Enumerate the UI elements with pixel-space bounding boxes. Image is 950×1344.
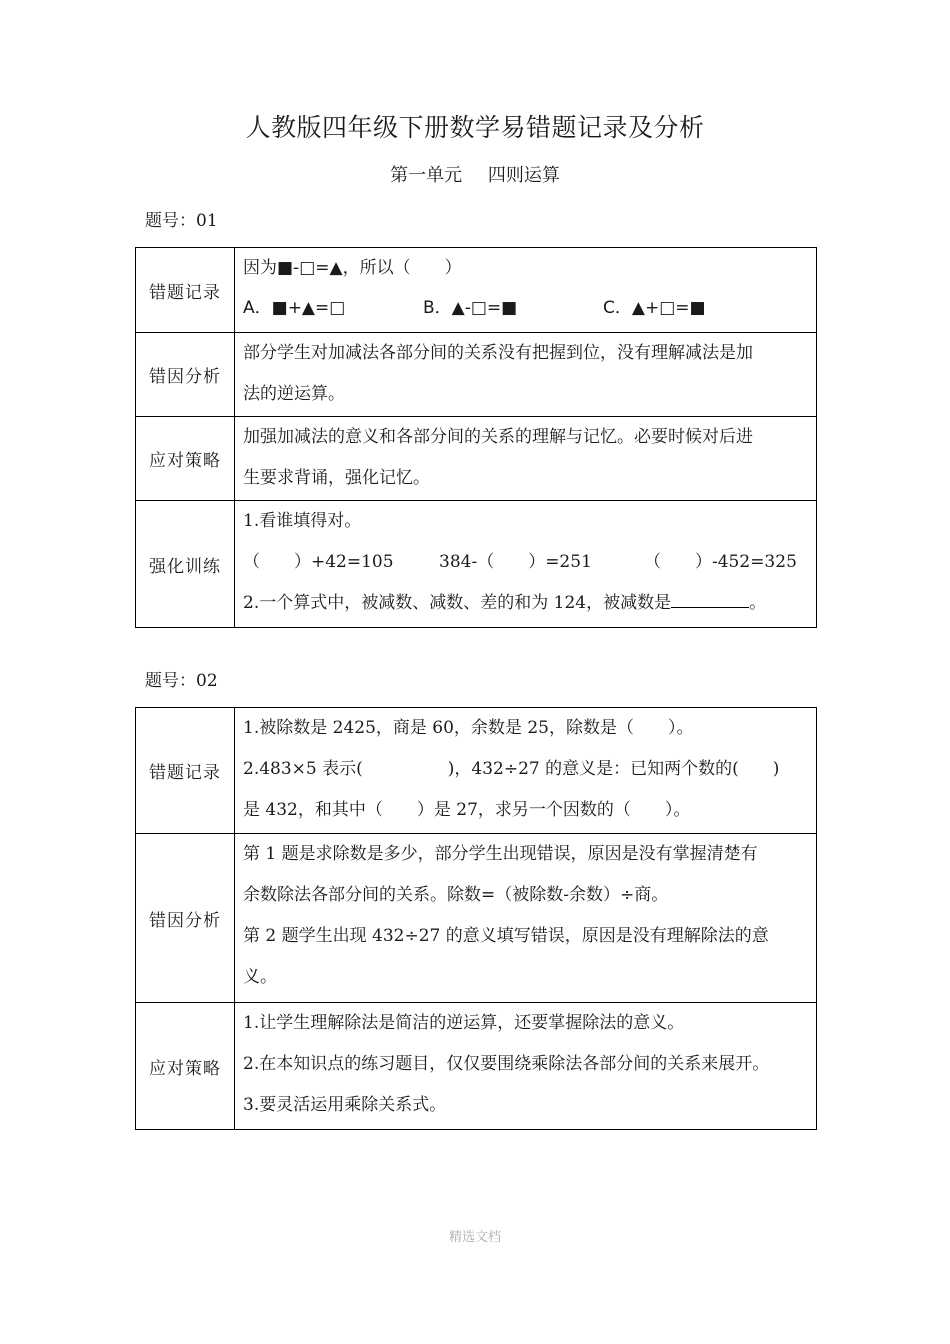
training-line: 1.看谁填得对。 bbox=[243, 511, 362, 531]
record-options bbox=[243, 288, 814, 328]
unit-heading bbox=[0, 161, 950, 187]
unit-topic: 四则运算 bbox=[487, 165, 560, 186]
record-line: 是 432，和其中（ ）是 27，求另一个因数的（ ）。 bbox=[243, 800, 691, 820]
page-footer: 精选文档 bbox=[448, 1230, 501, 1245]
training-question: 2.一个算式中，被减数、减数、差的和为 124，被减数是 bbox=[243, 593, 672, 613]
record-line: 2.483×5 表示( )，432÷27 的意义是：已知两个数的( ) bbox=[243, 759, 780, 779]
analysis-line: 余数除法各部分间的关系。除数=（被除数-余数）÷商。 bbox=[243, 885, 669, 905]
page-title-text: 人教版四年级下册数学易错题记录及分析 bbox=[245, 113, 705, 142]
analysis-content bbox=[235, 333, 817, 417]
table-row bbox=[136, 333, 817, 417]
analysis-content bbox=[235, 834, 817, 1003]
record-content bbox=[235, 708, 817, 834]
option-a: A．■+▲=□ bbox=[243, 298, 346, 318]
training-eq-3: （ ）-452=325 bbox=[644, 552, 797, 572]
training-equations bbox=[243, 542, 814, 583]
page-title bbox=[0, 108, 950, 144]
row-label-strategy: 应对策略 bbox=[136, 1003, 235, 1130]
strategy-content bbox=[235, 417, 817, 501]
strategy-line: 加强加减法的意义和各部分间的关系的理解与记忆。必要时候对后进 bbox=[243, 427, 753, 447]
training-line bbox=[243, 583, 814, 624]
option-b: B．▲-□=■ bbox=[423, 298, 518, 318]
strategy-line: 1.让学生理解除法是简洁的逆运算，还要掌握除法的意义。 bbox=[243, 1013, 685, 1033]
training-eq-1: （ ）+42=105 bbox=[243, 552, 394, 572]
record-line: 因为■-□=▲，所以（ ） bbox=[243, 258, 462, 278]
record-line: 1.被除数是 2425，商是 60，余数是 25，除数是（ ）。 bbox=[243, 718, 694, 738]
table-row bbox=[136, 417, 817, 501]
answer-blank bbox=[671, 589, 749, 608]
analysis-line: 法的逆运算。 bbox=[243, 384, 345, 404]
strategy-content bbox=[235, 1003, 817, 1130]
question-number-01: 题号：01 bbox=[145, 211, 218, 231]
row-label-record: 错题记录 bbox=[136, 248, 235, 333]
training-question-end: 。 bbox=[749, 593, 767, 613]
analysis-line: 部分学生对加减法各部分间的关系没有把握到位，没有理解减法是加 bbox=[243, 343, 753, 363]
analysis-line: 第 1 题是求除数是多少，部分学生出现错误，原因是没有掌握清楚有 bbox=[243, 844, 758, 864]
table-row bbox=[136, 501, 817, 628]
strategy-line: 3.要灵活运用乘除关系式。 bbox=[243, 1095, 447, 1115]
row-label-analysis: 错因分析 bbox=[136, 834, 235, 1003]
question-table-01 bbox=[135, 247, 817, 628]
analysis-line: 义。 bbox=[243, 967, 277, 987]
training-eq-2: 384-（ ）=251 bbox=[439, 552, 592, 572]
table-row bbox=[136, 708, 817, 834]
unit-name: 第一单元 bbox=[390, 165, 463, 186]
row-label-analysis: 错因分析 bbox=[136, 333, 235, 417]
option-c: C．▲+□=■ bbox=[603, 298, 706, 318]
row-label-record: 错题记录 bbox=[136, 708, 235, 834]
strategy-line: 2.在本知识点的练习题目，仅仅要围绕乘除法各部分间的关系来展开。 bbox=[243, 1054, 770, 1074]
training-content bbox=[235, 501, 817, 628]
row-label-training: 强化训练 bbox=[136, 501, 235, 628]
row-label-strategy: 应对策略 bbox=[136, 417, 235, 501]
table-row bbox=[136, 1003, 817, 1130]
strategy-line: 生要求背诵，强化记忆。 bbox=[243, 468, 430, 488]
table-row bbox=[136, 248, 817, 333]
question-table-02 bbox=[135, 707, 817, 1130]
table-row bbox=[136, 834, 817, 1003]
record-content bbox=[235, 248, 817, 333]
analysis-line: 第 2 题学生出现 432÷27 的意义填写错误，原因是没有理解除法的意 bbox=[243, 926, 769, 946]
question-number-02: 题号：02 bbox=[145, 671, 218, 691]
